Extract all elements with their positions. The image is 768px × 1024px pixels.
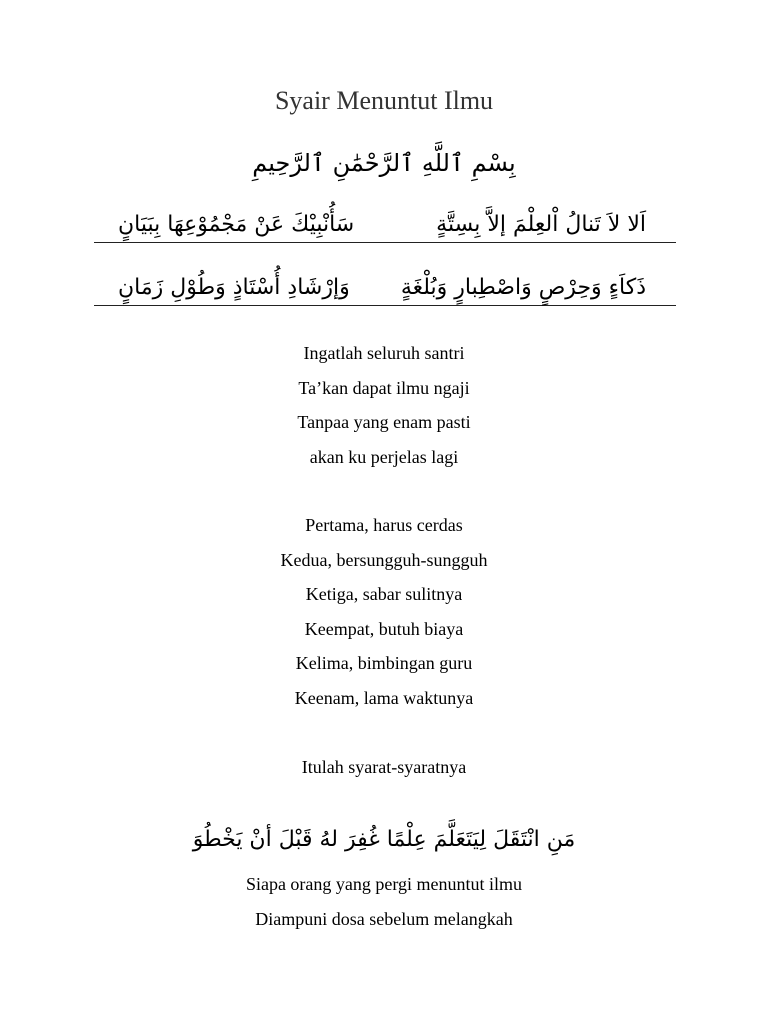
- poem-line: Pertama, harus cerdas: [305, 515, 463, 535]
- hadith-translation: [0, 867, 768, 936]
- poem-stanza-intro: [0, 336, 768, 474]
- arabic-verse-row: [94, 271, 676, 306]
- poem-line: Ketiga, sabar sulitnya: [305, 584, 463, 604]
- arabic-hadith-quote: مَنِ انْتَقَلَ لِيَتَعَلَّمَ عِلْمًا غُفِرَ لهُ قَبْلَ أنْ يَخْطُوَ: [192, 827, 576, 852]
- poem-line: Keempat, butuh biaya: [304, 618, 464, 639]
- poem-line: Keenam, lama waktunya: [294, 687, 474, 708]
- poem-line: Ingatlah seluruh santri: [303, 343, 465, 363]
- poem-line: Siapa orang yang pergi menuntut ilmu: [245, 874, 523, 894]
- poem-line: Kedua, bersungguh-sungguh: [280, 549, 488, 570]
- basmalah-line: بِسْمِ ٱللَّهِ ٱلرَّحْمَٰنِ ٱلرَّحِيمِ: [252, 149, 516, 177]
- poem-stanza-requirements: [0, 508, 768, 715]
- arabic-verse-second-half: سَأُنْبِيْكَ عَنْ مَجْمُوْعِهَا بِبَيَانٍ: [118, 212, 355, 237]
- arabic-verse-first-half: اَلا لاَ تَنالُ اْلعِلْمَ إلاَّ بِسِتَّةٍ: [436, 212, 646, 237]
- poem-line: Itulah syarat-syaratnya: [301, 757, 467, 777]
- poem-line: Tanpaa yang enam pasti: [297, 412, 471, 432]
- poem-line: Kelima, bimbingan guru: [295, 653, 473, 673]
- poem-line: Ta’kan dapat ilmu ngaji: [298, 377, 470, 398]
- poem-line: akan ku perjelas lagi: [309, 446, 459, 467]
- arabic-verse-first-half: ذَكاَءٍ وَحِرْصٍ وَاصْطِبارٍ وَبُلْغَةٍ: [400, 275, 646, 300]
- poem-stanza-closing: [0, 750, 768, 785]
- poem-line: Diampuni dosa sebelum melangkah: [255, 908, 513, 929]
- arabic-verse-second-half: وَإرْشَادِ أُسْتَاذٍ وَطُوْلِ زَمَانٍ: [118, 275, 350, 300]
- document-title: Syair Menuntut Ilmu: [274, 86, 494, 115]
- arabic-verse-row: [94, 208, 676, 243]
